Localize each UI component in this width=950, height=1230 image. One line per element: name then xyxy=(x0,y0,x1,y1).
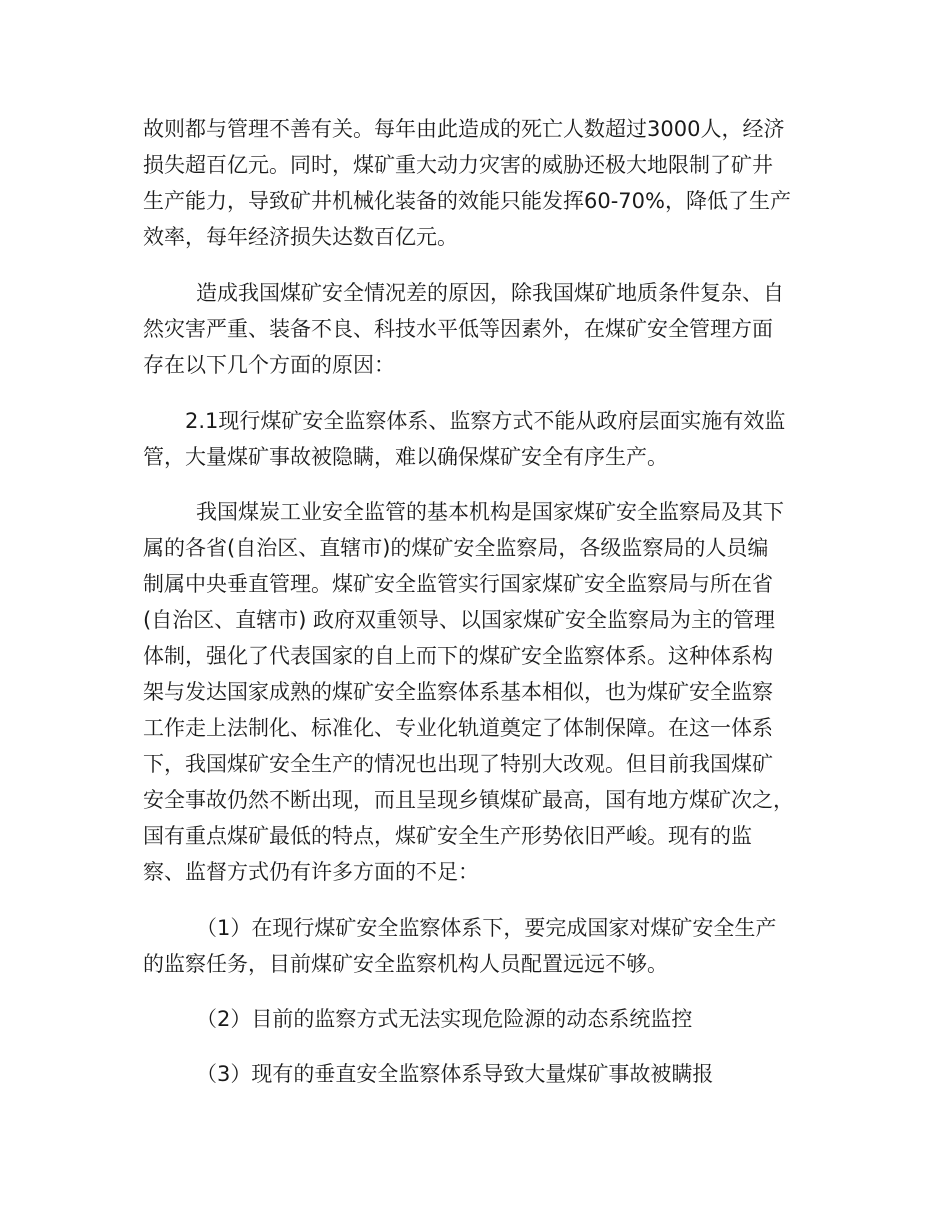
paragraph-4-line-10: 国有重点煤矿最低的特点，煤矿安全生产形势依旧严峻。现有的监 xyxy=(143,824,752,848)
paragraph-2-line-1: 造成我国煤矿安全情况差的原因，除我国煤矿地质条件复杂、自 xyxy=(196,281,784,305)
section-2-1-heading-line-2: 管，大量煤矿事故被隐瞒，难以确保煤矿安全有序生产。 xyxy=(143,445,668,469)
paragraph-4-line-7: 工作走上法制化、标准化、专业化轨道奠定了体制保障。在这一体系 xyxy=(143,716,773,740)
section-2-1-heading-line-1: 2.1现行煤矿安全监察体系、监察方式不能从政府层面实施有效监 xyxy=(185,409,786,433)
paragraph-1-line-4: 效率，每年经济损失达数百亿元。 xyxy=(143,225,458,249)
paragraph-4-line-3: 制属中央垂直管理。煤矿安全监管实行国家煤矿安全监察局与所在省 xyxy=(143,572,773,596)
paragraph-4-line-8: 下，我国煤矿安全生产的情况也出现了特别大改观。但目前我国煤矿 xyxy=(143,752,773,776)
paragraph-4-line-6: 架与发达国家成熟的煤矿安全监察体系基本相似，也为煤矿安全监察 xyxy=(143,680,773,704)
paragraph-4-line-11: 察、监督方式仍有许多方面的不足： xyxy=(143,860,479,884)
paragraph-2-line-2: 然灾害严重、装备不良、科技水平低等因素外，在煤矿安全管理方面 xyxy=(143,317,773,341)
paragraph-4-line-5: 体制，强化了代表国家的自上而下的煤矿安全监察体系。这种体系构 xyxy=(143,644,773,668)
paragraph-1-line-2: 损失超百亿元。同时，煤矿重大动力灾害的威胁还极大地限制了矿井 xyxy=(143,153,773,177)
paragraph-2-line-3: 存在以下几个方面的原因： xyxy=(143,353,395,377)
paragraph-4-line-1: 我国煤炭工业安全监管的基本机构是国家煤矿安全监察局及其下 xyxy=(196,500,784,524)
paragraph-4-line-9: 安全事故仍然不断出现，而且呈现乡镇煤矿最高，国有地方煤矿次之， xyxy=(143,788,794,812)
list-item-1-line-2: 的监察任务，目前煤矿安全监察机构人员配置远远不够。 xyxy=(143,952,668,976)
list-item-1-line-1: （1）在现行煤矿安全监察体系下，要完成国家对煤矿安全生产 xyxy=(196,916,777,940)
paragraph-1-line-3: 生产能力，导致矿井机械化装备的效能只能发挥60-70%，降低了生产 xyxy=(143,189,791,213)
paragraph-4-line-2: 属的各省(自治区、直辖市)的煤矿安全监察局，各级监察局的人员编 xyxy=(143,536,769,560)
paragraph-1-line-1: 故则都与管理不善有关。每年由此造成的死亡人数超过3000人，经济 xyxy=(143,117,785,141)
list-item-2: （2）目前的监察方式无法实现危险源的动态系统监控 xyxy=(196,1007,693,1031)
paragraph-4-line-4: (自治区、直辖市) 政府双重领导、以国家煤矿安全监察局为主的管理 xyxy=(143,608,776,632)
list-item-3: （3）现有的垂直安全监察体系导致大量煤矿事故被瞒报 xyxy=(196,1062,714,1086)
